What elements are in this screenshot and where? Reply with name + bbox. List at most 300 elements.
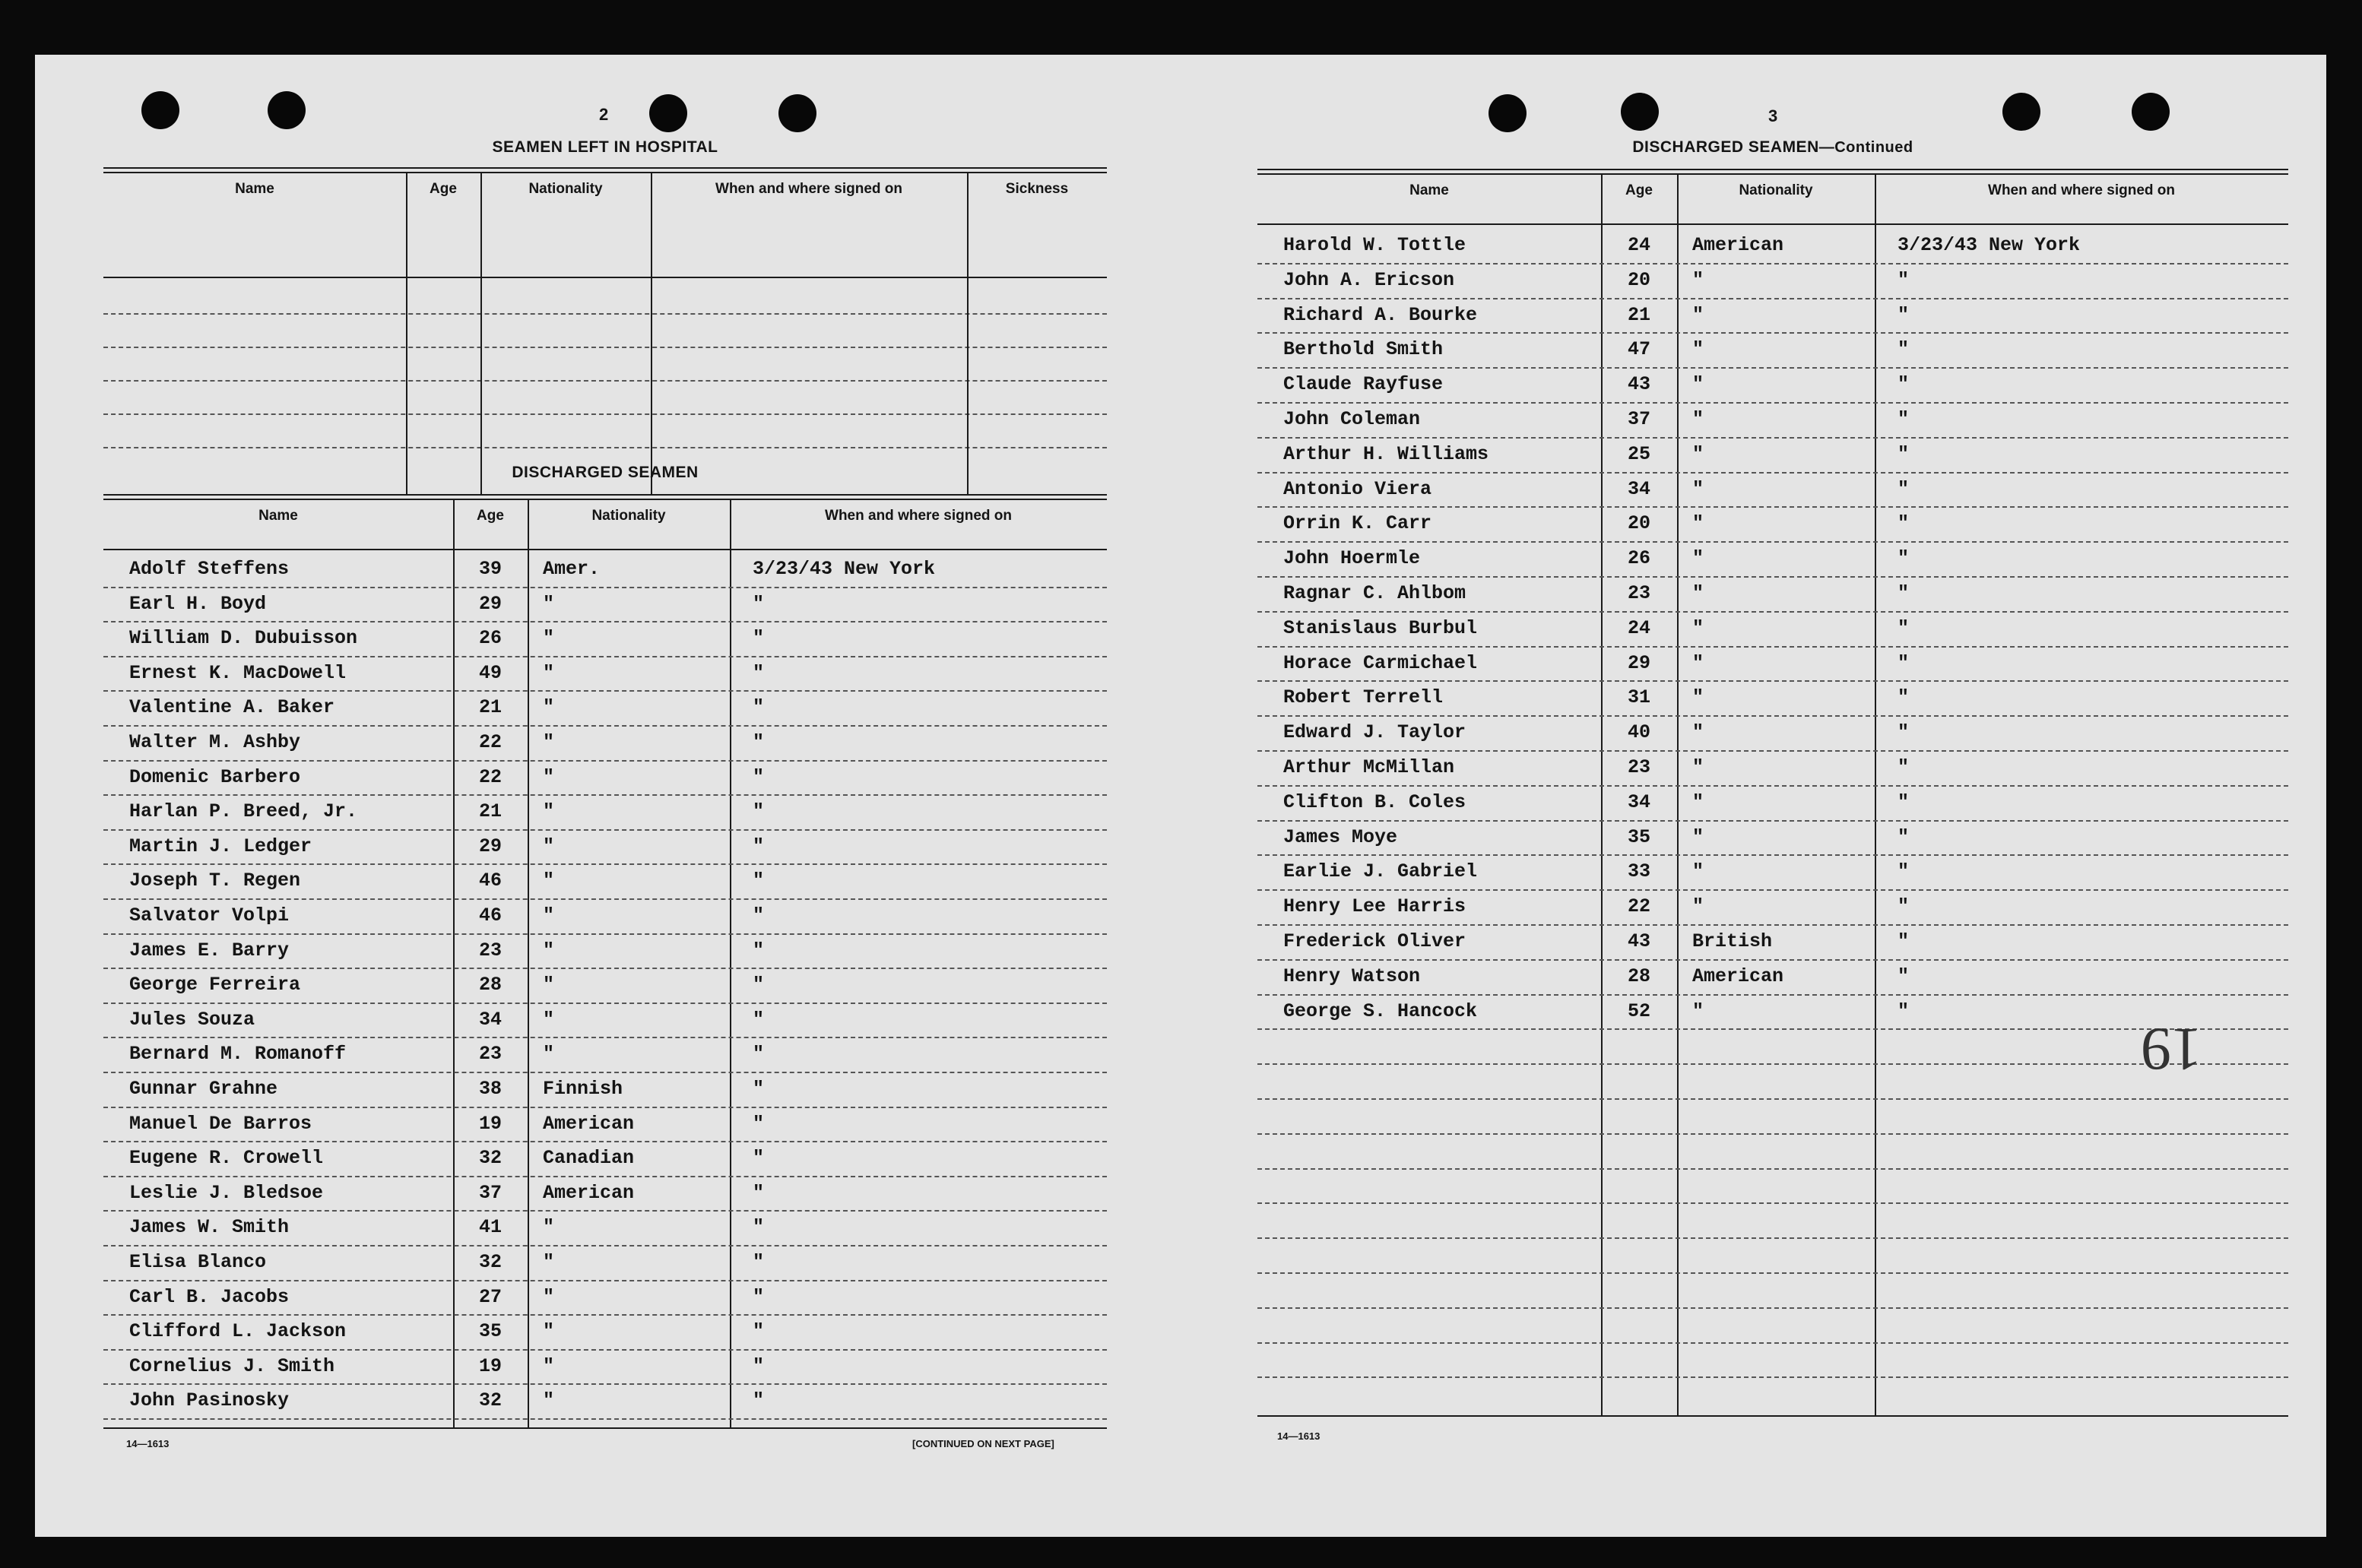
seaman-nationality: " bbox=[1692, 860, 1704, 883]
table-row bbox=[1257, 756, 2288, 778]
column-header-sickness: Sickness bbox=[1005, 181, 1069, 197]
table-row bbox=[1257, 373, 2288, 395]
seaman-age: 34 bbox=[478, 1008, 502, 1031]
seaman-signed-on: " bbox=[753, 1354, 765, 1377]
seaman-name: Orrin K. Carr bbox=[1283, 512, 1432, 535]
table-row bbox=[103, 1009, 1107, 1031]
row-ruling bbox=[103, 1107, 1107, 1108]
row-ruling bbox=[1257, 1272, 2288, 1274]
seaman-age: 20 bbox=[1627, 268, 1650, 291]
seaman-name: Richard A. Bourke bbox=[1283, 303, 1478, 326]
seaman-age: 21 bbox=[478, 800, 502, 823]
seaman-nationality: " bbox=[543, 870, 555, 892]
seaman-name: Arthur H. Williams bbox=[1283, 442, 1489, 465]
seaman-name: Earl H. Boyd bbox=[129, 592, 267, 615]
seaman-nationality: American bbox=[1692, 965, 1784, 987]
seaman-signed-on: " bbox=[1898, 512, 1910, 535]
seaman-signed-on: " bbox=[753, 1251, 765, 1273]
row-ruling bbox=[103, 690, 1107, 692]
seaman-signed-on: " bbox=[1898, 373, 1910, 396]
hospital-table bbox=[103, 167, 1107, 496]
seaman-age: 26 bbox=[478, 627, 502, 650]
row-ruling bbox=[1257, 785, 2288, 787]
seaman-age: 49 bbox=[478, 661, 502, 684]
seaman-name: Ernest K. MacDowell bbox=[129, 661, 347, 684]
column-header-age: Age bbox=[1625, 182, 1653, 198]
row-ruling bbox=[1257, 367, 2288, 369]
seaman-age: 52 bbox=[1627, 999, 1650, 1022]
seaman-nationality: American bbox=[543, 1112, 635, 1135]
seaman-name: Frederick Oliver bbox=[1283, 930, 1466, 952]
seaman-nationality: " bbox=[1692, 408, 1704, 430]
seaman-name: Jules Souza bbox=[129, 1008, 255, 1031]
seaman-signed-on: " bbox=[753, 1389, 765, 1412]
seaman-age: 19 bbox=[478, 1354, 502, 1377]
seaman-age: 47 bbox=[1627, 338, 1650, 361]
row-ruling bbox=[1257, 541, 2288, 543]
seaman-nationality: " bbox=[543, 1389, 555, 1412]
table-row bbox=[103, 1320, 1107, 1342]
row-ruling bbox=[1257, 332, 2288, 334]
row-ruling bbox=[1257, 298, 2288, 299]
seaman-age: 31 bbox=[1627, 686, 1650, 709]
table-row bbox=[1257, 686, 2288, 708]
seaman-name: Valentine A. Baker bbox=[129, 696, 335, 719]
column-header-age: Age bbox=[477, 508, 504, 524]
seaman-signed-on: " bbox=[753, 1043, 765, 1066]
row-ruling bbox=[103, 1418, 1107, 1420]
seaman-name: Walter M. Ashby bbox=[129, 731, 301, 753]
table-row bbox=[103, 1147, 1107, 1169]
seaman-age: 23 bbox=[1627, 582, 1650, 604]
seaman-nationality: " bbox=[1692, 512, 1704, 535]
seaman-nationality: " bbox=[1692, 477, 1704, 500]
seaman-name: Cornelius J. Smith bbox=[129, 1354, 335, 1377]
seaman-age: 26 bbox=[1627, 547, 1650, 570]
row-ruling bbox=[1257, 1342, 2288, 1344]
seaman-nationality: " bbox=[1692, 651, 1704, 674]
right-title-main: DISCHARGED SEAMEN bbox=[1632, 138, 1819, 156]
table-row bbox=[1257, 652, 2288, 674]
row-ruling bbox=[103, 933, 1107, 935]
table-row bbox=[1257, 269, 2288, 291]
seaman-age: 32 bbox=[478, 1251, 502, 1273]
seaman-age: 21 bbox=[1627, 303, 1650, 326]
seaman-name: George S. Hancock bbox=[1283, 999, 1478, 1022]
seaman-signed-on: " bbox=[753, 1112, 765, 1135]
seaman-nationality: " bbox=[543, 627, 555, 650]
seaman-signed-on: " bbox=[753, 939, 765, 961]
punch-hole bbox=[778, 94, 816, 132]
table-row bbox=[1257, 512, 2288, 534]
seaman-nationality: " bbox=[1692, 373, 1704, 396]
seaman-name: James W. Smith bbox=[129, 1216, 290, 1239]
column-header-signed-on: When and where signed on bbox=[715, 181, 902, 197]
row-ruling bbox=[1257, 1202, 2288, 1204]
seaman-age: 43 bbox=[1627, 373, 1650, 396]
column-header-age: Age bbox=[430, 181, 457, 197]
row-ruling bbox=[1257, 1133, 2288, 1135]
seaman-age: 23 bbox=[478, 939, 502, 961]
seaman-nationality: " bbox=[543, 1251, 555, 1273]
seaman-signed-on: " bbox=[1898, 825, 1910, 848]
table-row bbox=[1257, 547, 2288, 569]
row-ruling bbox=[1257, 715, 2288, 717]
seaman-name: John Hoermle bbox=[1283, 547, 1421, 570]
seaman-name: Ragnar C. Ahlbom bbox=[1283, 582, 1466, 604]
table-row bbox=[1257, 791, 2288, 813]
seaman-signed-on: " bbox=[753, 1181, 765, 1204]
table-row bbox=[103, 939, 1107, 961]
discharged-continued-table bbox=[1257, 169, 2288, 1420]
discharged-section-title: DISCHARGED SEAMEN bbox=[512, 464, 699, 481]
right-section-title bbox=[1257, 138, 2288, 157]
row-ruling bbox=[1257, 924, 2288, 926]
seaman-signed-on: " bbox=[753, 800, 765, 823]
seaman-age: 23 bbox=[478, 1043, 502, 1066]
seaman-name: Berthold Smith bbox=[1283, 338, 1444, 361]
seaman-signed-on: " bbox=[1898, 268, 1910, 291]
seaman-signed-on: " bbox=[1898, 582, 1910, 604]
seaman-age: 28 bbox=[1627, 965, 1650, 987]
table-row bbox=[103, 1355, 1107, 1377]
table-row bbox=[1257, 582, 2288, 604]
seaman-age: 22 bbox=[478, 765, 502, 788]
seaman-nationality: " bbox=[543, 939, 555, 961]
seaman-nationality: " bbox=[1692, 721, 1704, 744]
seaman-age: 32 bbox=[478, 1147, 502, 1170]
seaman-age: 38 bbox=[478, 1078, 502, 1100]
seaman-signed-on: " bbox=[753, 1008, 765, 1031]
punch-hole bbox=[1489, 94, 1527, 132]
table-row bbox=[103, 1113, 1107, 1135]
seaman-name: Harlan P. Breed, Jr. bbox=[129, 800, 358, 823]
table-row bbox=[1257, 1000, 2288, 1022]
seaman-age: 46 bbox=[478, 904, 502, 927]
seaman-name: Horace Carmichael bbox=[1283, 651, 1478, 674]
punch-hole bbox=[1621, 93, 1659, 131]
seaman-nationality: " bbox=[1692, 790, 1704, 813]
seaman-nationality: " bbox=[543, 800, 555, 823]
column-header-nationality: Nationality bbox=[1739, 182, 1813, 198]
right-page-number: 3 bbox=[1768, 106, 1778, 125]
table-row bbox=[103, 835, 1107, 857]
seaman-age: 35 bbox=[1627, 825, 1650, 848]
punch-hole bbox=[141, 91, 179, 129]
seaman-age: 27 bbox=[478, 1285, 502, 1308]
seaman-age: 35 bbox=[478, 1320, 502, 1343]
continued-note: [CONTINUED ON NEXT PAGE] bbox=[912, 1438, 1054, 1449]
row-ruling bbox=[103, 1245, 1107, 1246]
seaman-age: 46 bbox=[478, 870, 502, 892]
seaman-signed-on: " bbox=[1898, 999, 1910, 1022]
seaman-nationality: " bbox=[1692, 338, 1704, 361]
table-row bbox=[1257, 826, 2288, 848]
row-ruling bbox=[103, 898, 1107, 900]
seaman-nationality: " bbox=[1692, 686, 1704, 709]
table-row bbox=[103, 974, 1107, 996]
seaman-age: 29 bbox=[1627, 651, 1650, 674]
seaman-signed-on: " bbox=[753, 627, 765, 650]
seaman-signed-on: " bbox=[753, 592, 765, 615]
seaman-signed-on: " bbox=[753, 904, 765, 927]
row-ruling bbox=[1257, 889, 2288, 891]
table-row bbox=[103, 1389, 1107, 1411]
row-ruling bbox=[103, 1037, 1107, 1038]
seaman-name: Domenic Barbero bbox=[129, 765, 301, 788]
seaman-signed-on: 3/23/43 New York bbox=[753, 558, 936, 580]
seaman-signed-on: " bbox=[753, 696, 765, 719]
seaman-nationality: " bbox=[543, 731, 555, 753]
table-row bbox=[103, 870, 1107, 892]
row-ruling bbox=[103, 725, 1107, 727]
table-row bbox=[103, 1043, 1107, 1065]
row-ruling bbox=[103, 1176, 1107, 1177]
right-title-suffix: —Continued bbox=[1818, 139, 1913, 156]
seaman-signed-on: " bbox=[753, 1285, 765, 1308]
row-ruling bbox=[1257, 263, 2288, 265]
table-row bbox=[1257, 443, 2288, 465]
table-row bbox=[1257, 234, 2288, 256]
seaman-signed-on: " bbox=[1898, 408, 1910, 430]
table-row bbox=[103, 1078, 1107, 1100]
seaman-age: 29 bbox=[478, 592, 502, 615]
seaman-age: 22 bbox=[1627, 895, 1650, 918]
row-ruling bbox=[1257, 611, 2288, 613]
seaman-name: Leslie J. Bledsoe bbox=[129, 1181, 324, 1204]
row-ruling bbox=[103, 968, 1107, 969]
seaman-age: 33 bbox=[1627, 860, 1650, 883]
table-row bbox=[103, 627, 1107, 649]
row-ruling bbox=[1257, 1168, 2288, 1170]
seaman-name: Claude Rayfuse bbox=[1283, 373, 1444, 396]
seaman-nationality: " bbox=[543, 1320, 555, 1343]
seaman-nationality: British bbox=[1692, 930, 1773, 952]
seaman-age: 19 bbox=[478, 1112, 502, 1135]
row-ruling bbox=[1257, 646, 2288, 648]
seaman-signed-on: " bbox=[753, 1078, 765, 1100]
table-row bbox=[103, 731, 1107, 753]
row-ruling bbox=[1257, 680, 2288, 682]
seaman-signed-on: " bbox=[1898, 790, 1910, 813]
seaman-signed-on: " bbox=[1898, 442, 1910, 465]
seaman-nationality: " bbox=[543, 661, 555, 684]
seaman-nationality: " bbox=[1692, 895, 1704, 918]
seaman-signed-on: " bbox=[753, 1320, 765, 1343]
seaman-nationality: " bbox=[543, 696, 555, 719]
seaman-name: George Ferreira bbox=[129, 974, 301, 996]
seaman-signed-on: " bbox=[1898, 895, 1910, 918]
column-header-nationality: Nationality bbox=[591, 508, 666, 524]
seaman-age: 40 bbox=[1627, 721, 1650, 744]
punch-hole bbox=[2132, 93, 2170, 131]
seaman-name: Arthur McMillan bbox=[1283, 756, 1455, 778]
seaman-nationality: " bbox=[543, 1285, 555, 1308]
document-scan bbox=[35, 55, 2326, 1537]
seaman-nationality: " bbox=[1692, 825, 1704, 848]
seaman-name: John A. Ericson bbox=[1283, 268, 1455, 291]
row-ruling bbox=[103, 1210, 1107, 1212]
column-header-signed-on: When and where signed on bbox=[1988, 182, 2175, 198]
seaman-name: Earlie J. Gabriel bbox=[1283, 860, 1478, 883]
seaman-signed-on: " bbox=[1898, 930, 1910, 952]
seaman-age: 24 bbox=[1627, 234, 1650, 256]
seaman-age: 37 bbox=[478, 1181, 502, 1204]
seaman-name: Stanislaus Burbul bbox=[1283, 616, 1478, 639]
seaman-name: William D. Dubuisson bbox=[129, 627, 358, 650]
table-row bbox=[1257, 860, 2288, 882]
seaman-nationality: " bbox=[543, 1008, 555, 1031]
row-ruling bbox=[1257, 1098, 2288, 1100]
seaman-age: 21 bbox=[478, 696, 502, 719]
seaman-signed-on: " bbox=[753, 1147, 765, 1170]
seaman-nationality: " bbox=[543, 835, 555, 857]
seaman-age: 25 bbox=[1627, 442, 1650, 465]
seaman-age: 22 bbox=[478, 731, 502, 753]
seaman-name: Harold W. Tottle bbox=[1283, 234, 1466, 256]
table-row bbox=[103, 904, 1107, 927]
seaman-signed-on: " bbox=[1898, 721, 1910, 744]
left-form-number: 14—1613 bbox=[126, 1438, 170, 1449]
seaman-nationality: " bbox=[1692, 582, 1704, 604]
seaman-name: Eugene R. Crowell bbox=[129, 1147, 324, 1170]
column-header-nationality: Nationality bbox=[528, 181, 603, 197]
seaman-signed-on: " bbox=[1898, 477, 1910, 500]
row-ruling bbox=[103, 1349, 1107, 1351]
row-ruling bbox=[1257, 1376, 2288, 1378]
seaman-name: Gunnar Grahne bbox=[129, 1078, 278, 1100]
row-ruling bbox=[1257, 1237, 2288, 1239]
seaman-name: Henry Watson bbox=[1283, 965, 1421, 987]
hospital-section-title: SEAMEN LEFT IN HOSPITAL bbox=[492, 138, 718, 156]
seaman-name: Elisa Blanco bbox=[129, 1251, 267, 1273]
seaman-nationality: " bbox=[1692, 547, 1704, 570]
table-row bbox=[1257, 721, 2288, 743]
row-ruling bbox=[1257, 437, 2288, 439]
seaman-signed-on: " bbox=[1898, 756, 1910, 778]
seaman-nationality: " bbox=[1692, 303, 1704, 326]
seaman-age: 37 bbox=[1627, 408, 1650, 430]
seaman-nationality: " bbox=[543, 974, 555, 996]
left-page-number: 2 bbox=[599, 105, 609, 124]
column-header-signed-on: When and where signed on bbox=[825, 508, 1012, 524]
seaman-name: John Coleman bbox=[1283, 408, 1421, 430]
seaman-signed-on: " bbox=[753, 835, 765, 857]
row-ruling bbox=[1257, 1028, 2288, 1030]
row-ruling bbox=[103, 621, 1107, 622]
table-row bbox=[103, 800, 1107, 822]
row-ruling bbox=[103, 587, 1107, 588]
punch-hole bbox=[649, 94, 687, 132]
row-ruling bbox=[1257, 994, 2288, 996]
seaman-name: James E. Barry bbox=[129, 939, 290, 961]
seaman-age: 23 bbox=[1627, 756, 1650, 778]
seaman-nationality: " bbox=[543, 1043, 555, 1066]
seaman-nationality: " bbox=[1692, 442, 1704, 465]
seaman-name: James Moye bbox=[1283, 825, 1398, 848]
seaman-name: Manuel De Barros bbox=[129, 1112, 312, 1135]
seaman-nationality: Canadian bbox=[543, 1147, 635, 1170]
punch-hole bbox=[268, 91, 306, 129]
seaman-age: 39 bbox=[478, 558, 502, 580]
table-row bbox=[103, 662, 1107, 684]
seaman-name: Robert Terrell bbox=[1283, 686, 1444, 709]
seaman-age: 28 bbox=[478, 974, 502, 996]
row-ruling bbox=[103, 794, 1107, 796]
seaman-signed-on: " bbox=[753, 1216, 765, 1239]
seaman-nationality: Finnish bbox=[543, 1078, 623, 1100]
table-row bbox=[1257, 408, 2288, 430]
seaman-nationality: Amer. bbox=[543, 558, 601, 580]
seaman-nationality: " bbox=[543, 1354, 555, 1377]
seaman-signed-on: " bbox=[1898, 303, 1910, 326]
seaman-signed-on: " bbox=[753, 765, 765, 788]
column-header-name: Name bbox=[258, 508, 298, 524]
row-ruling bbox=[1257, 854, 2288, 856]
seaman-age: 34 bbox=[1627, 790, 1650, 813]
right-form-number: 14—1613 bbox=[1277, 1430, 1321, 1442]
row-ruling bbox=[103, 863, 1107, 865]
seaman-signed-on: " bbox=[1898, 616, 1910, 639]
seaman-signed-on: " bbox=[1898, 547, 1910, 570]
table-row bbox=[103, 1251, 1107, 1273]
row-ruling bbox=[1257, 959, 2288, 961]
table-row bbox=[1257, 338, 2288, 360]
row-ruling bbox=[1257, 1307, 2288, 1309]
seaman-signed-on: " bbox=[1898, 651, 1910, 674]
seaman-age: 43 bbox=[1627, 930, 1650, 952]
seaman-name: Carl B. Jacobs bbox=[129, 1285, 290, 1308]
seaman-name: Bernard M. Romanoff bbox=[129, 1043, 347, 1066]
seaman-nationality: " bbox=[543, 765, 555, 788]
row-ruling bbox=[1257, 402, 2288, 404]
table-row bbox=[103, 696, 1107, 718]
seaman-name: Edward J. Taylor bbox=[1283, 721, 1466, 744]
seaman-nationality: American bbox=[1692, 234, 1784, 256]
seaman-nationality: " bbox=[543, 592, 555, 615]
column-header-name: Name bbox=[235, 181, 274, 197]
row-ruling bbox=[1257, 576, 2288, 578]
table-row bbox=[103, 1286, 1107, 1308]
seaman-name: Adolf Steffens bbox=[129, 558, 290, 580]
seaman-nationality: " bbox=[1692, 756, 1704, 778]
row-ruling bbox=[103, 1003, 1107, 1004]
seaman-signed-on: " bbox=[1898, 965, 1910, 987]
table-row bbox=[1257, 617, 2288, 639]
seaman-name: Salvator Volpi bbox=[129, 904, 290, 927]
seaman-age: 32 bbox=[478, 1389, 502, 1412]
row-ruling bbox=[1257, 820, 2288, 822]
table-row bbox=[103, 593, 1107, 615]
table-row bbox=[1257, 304, 2288, 326]
row-ruling bbox=[103, 656, 1107, 657]
seaman-nationality: " bbox=[543, 904, 555, 927]
seaman-nationality: " bbox=[543, 1216, 555, 1239]
seaman-signed-on: " bbox=[753, 870, 765, 892]
seaman-name: Joseph T. Regen bbox=[129, 870, 301, 892]
row-ruling bbox=[103, 1141, 1107, 1142]
row-ruling bbox=[1257, 472, 2288, 474]
seaman-name: John Pasinosky bbox=[129, 1389, 290, 1412]
seaman-signed-on: " bbox=[1898, 686, 1910, 709]
table-row bbox=[103, 1182, 1107, 1204]
row-ruling bbox=[103, 1383, 1107, 1385]
seaman-nationality: " bbox=[1692, 268, 1704, 291]
punch-hole bbox=[2002, 93, 2040, 131]
row-ruling bbox=[103, 1314, 1107, 1316]
column-header-name: Name bbox=[1409, 182, 1449, 198]
table-row bbox=[103, 1216, 1107, 1238]
